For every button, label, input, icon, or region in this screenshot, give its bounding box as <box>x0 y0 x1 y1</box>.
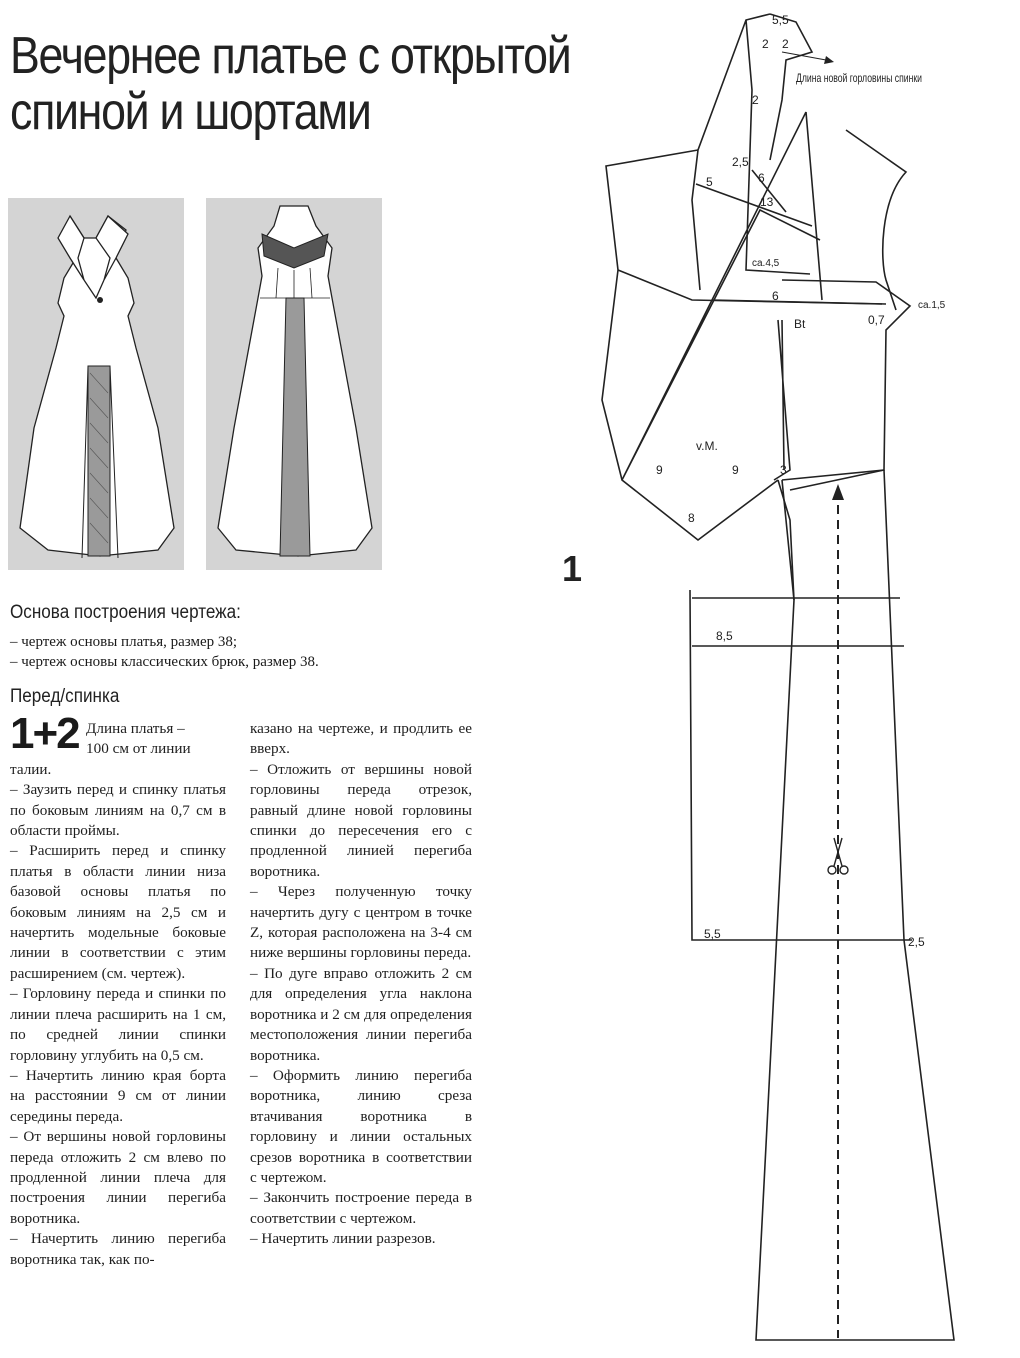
dim-ca-1-5: ca.1,5 <box>918 300 946 311</box>
callout-text-1: Длина новой горловины спинки <box>796 71 922 85</box>
paragraph: талии. <box>10 760 52 778</box>
dim-3: 3 <box>780 463 787 477</box>
basis-list <box>10 632 319 672</box>
paragraph: – Закончить построение переда в соответствии с чертежом. <box>250 1189 472 1227</box>
paragraph: – Оформить линию перегиба воротника, линию среза втачивания воротника в горловину и линии остальных срезов воротника в соответствии с чертежом. <box>250 1066 472 1186</box>
dim-5-5-bottom: 5,5 <box>704 927 721 941</box>
figure-number: 1 <box>562 548 583 589</box>
label-bt: Bt <box>794 317 806 331</box>
basis-item: – чертеж основы платья, размер 38; <box>10 634 238 650</box>
dim-9-b: 9 <box>732 463 739 477</box>
pattern-drawing <box>520 0 1020 1358</box>
dim-5: 5 <box>706 175 713 189</box>
dim-2-5-bottom: 2,5 <box>908 935 925 949</box>
paragraph: – По дуге вправо отложить 2 см для определения угла наклона воротника и 2 см для определения местоположения линии перегиба воротника. <box>250 964 472 1064</box>
step-number: 1+2 <box>10 709 79 758</box>
front-back-heading: Перед/спинка <box>10 686 120 707</box>
paragraph: Длина платья – <box>86 720 185 737</box>
paragraph: – Начертить линию перегиба воротника так, как по- <box>10 1230 226 1268</box>
dress-front-sketch <box>8 198 184 570</box>
dim-ca-4-5: ca.4,5 <box>752 258 780 269</box>
paragraph: – Через полученную точку начертить дугу с центром в точке Z, которая расположена на 3-4 см ниже вершины горловины переда. <box>250 883 472 962</box>
dim-2-5: 2,5 <box>732 155 749 169</box>
paragraph: казано на чертеже, и продлить ее вверх. <box>250 720 472 758</box>
dim-9-a: 9 <box>656 463 663 477</box>
paragraph: – Расширить перед и спинку платья в области линии низа базовой основы платья по боковым линиям на 2,5 см и начертить модельные боковые линии в соответствии с этим расширением (см. чертеж). <box>10 842 226 982</box>
dim-2-b: 2 <box>782 37 789 51</box>
basis-heading: Основа построения чертежа: <box>10 602 241 623</box>
dress-back-sketch <box>206 198 382 570</box>
dim-8: 8 <box>688 511 695 525</box>
basis-item: – чертеж основы классических брюк, размер 38. <box>10 654 319 670</box>
dim-2-c: 2 <box>752 93 759 107</box>
dim-2-a: 2 <box>762 37 769 51</box>
dim-13: 13 <box>760 195 774 209</box>
paragraph: – Заузить перед и спинку платья по боковым линиям на 0,7 см в области проймы. <box>10 781 226 840</box>
paragraph: – Начертить линию края борта на расстоянии 9 см от линии середины переда. <box>10 1066 226 1125</box>
title-line-1: Вечернее платье с открытой <box>10 27 571 85</box>
paragraph: 100 см от линии <box>86 740 191 758</box>
dim-0-7: 0,7 <box>868 313 885 327</box>
dim-6: 6 <box>758 171 765 185</box>
title-line-2: спиной и шортами <box>10 83 371 141</box>
label-vm: v.M. <box>696 439 718 453</box>
page-title <box>10 27 571 141</box>
paragraph: – Горловину переда и спинки по линии плеча расширить на 1 см, по средней линии спинки горловину углубить на 0,5 см. <box>10 985 226 1064</box>
instructions-column-1 <box>10 719 226 1270</box>
dim-6-b: 6 <box>772 289 779 303</box>
paragraph: – Отложить от вершины новой горловины переда отрезок, равный длине новой горловины спинки до пересечения его с продленной линией перегиба воротника. <box>250 760 472 880</box>
dim-5-5-top: 5,5 <box>772 13 789 27</box>
paragraph: – От вершины новой горловины переда отложить 2 см влево по продленной линии плеча для построения линии перегиба воротника. <box>10 1128 226 1227</box>
dim-8-5: 8,5 <box>716 629 733 643</box>
instructions-column-2 <box>250 719 472 1250</box>
paragraph: – Начертить линии разрезов. <box>250 1230 436 1248</box>
